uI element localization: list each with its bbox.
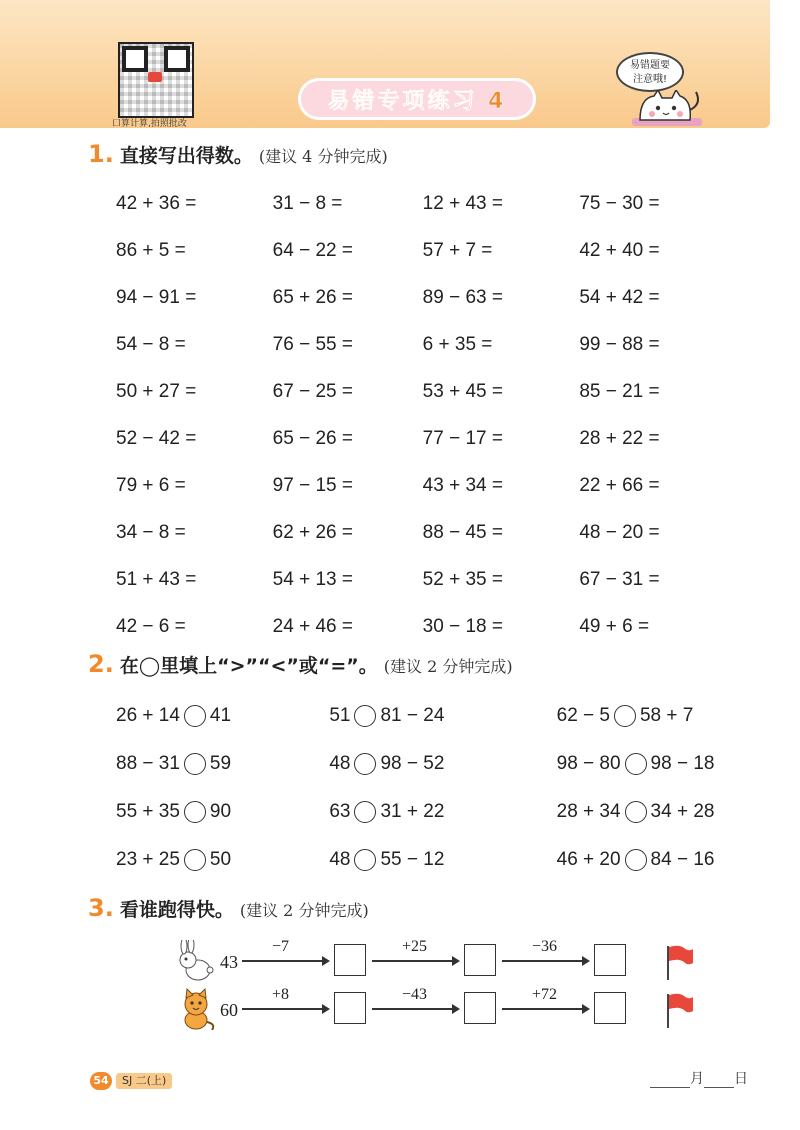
q1-row — [116, 227, 736, 274]
q2-left: 51 — [329, 705, 351, 726]
answer-circle[interactable] — [184, 753, 206, 775]
q1-expression[interactable]: 52 + 35 = — [422, 568, 503, 590]
q1-expression[interactable]: 65 + 26 = — [272, 286, 353, 308]
answer-circle[interactable] — [354, 801, 376, 823]
q2-left: 48 — [329, 849, 351, 870]
bubble-line-2: 注意哦! — [632, 74, 667, 85]
answer-circle[interactable] — [614, 705, 636, 727]
q1-expression[interactable]: 89 − 63 = — [422, 286, 503, 308]
q2-row — [116, 692, 756, 740]
q2-right: 59 — [209, 753, 232, 774]
cat-mascot-icon — [632, 90, 702, 126]
race-lane — [170, 986, 710, 1032]
q1-expression[interactable]: 49 + 6 = — [579, 615, 650, 637]
answer-circle[interactable] — [354, 705, 376, 727]
page-title: 易错专项练习 4 — [327, 88, 507, 114]
q1-grid — [116, 180, 736, 650]
q1-expression[interactable]: 34 − 8 = — [116, 521, 186, 543]
q1-expression[interactable]: 67 − 25 = — [272, 380, 353, 402]
q2-comparison — [557, 753, 756, 775]
q2-right: 55 − 12 — [380, 849, 445, 870]
q1-expression[interactable]: 88 − 45 = — [422, 521, 503, 543]
bubble-line-1: 易错题要 — [630, 60, 670, 71]
q2-comparison — [329, 705, 556, 727]
q2-left: 28 + 34 — [556, 801, 621, 822]
grade-label: SJ 二(上) — [116, 1073, 172, 1089]
arrow — [242, 986, 328, 1010]
q2-title: 在◯里填上“>”“<”或“=”。 — [119, 655, 378, 677]
q1-expression[interactable]: 79 + 6 = — [116, 474, 186, 496]
q2-comparison — [329, 849, 556, 871]
cat-icon — [176, 988, 216, 1030]
q2-heading — [88, 650, 513, 678]
q2-right: 98 − 18 — [650, 753, 715, 774]
q1-row — [116, 274, 736, 321]
answer-circle[interactable] — [354, 753, 376, 775]
q2-right: 81 − 24 — [380, 705, 445, 726]
answer-box[interactable] — [464, 944, 496, 976]
qr-code[interactable] — [118, 42, 194, 118]
q2-comparison — [116, 753, 329, 775]
operation-label: −7 — [272, 938, 290, 955]
answer-circle[interactable] — [625, 753, 647, 775]
operation-label: +72 — [532, 986, 558, 1003]
q2-right: 84 − 16 — [650, 849, 715, 870]
page-number: 54 — [90, 1072, 112, 1090]
q1-expression[interactable]: 54 + 42 = — [579, 286, 660, 308]
arrow — [242, 938, 328, 962]
q2-right: 31 + 22 — [380, 801, 445, 822]
q1-expression[interactable]: 85 − 21 = — [579, 380, 660, 402]
q2-comparison — [557, 849, 756, 871]
answer-box[interactable] — [594, 944, 626, 976]
q1-expression[interactable]: 94 − 91 = — [116, 286, 197, 308]
q1-row — [116, 603, 736, 650]
q1-expression[interactable]: 76 − 55 = — [272, 333, 353, 355]
q2-comparison — [116, 849, 329, 871]
q2-right: 41 — [209, 705, 232, 726]
q1-row — [116, 415, 736, 462]
answer-circle[interactable] — [184, 705, 206, 727]
q1-title: 直接写出得数。 — [119, 145, 253, 167]
q2-left: 23 + 25 — [116, 849, 180, 870]
q2-left: 98 − 80 — [556, 753, 621, 774]
q2-left: 26 + 14 — [116, 705, 180, 726]
q1-expression[interactable]: 42 + 36 = — [116, 192, 197, 214]
q2-left: 62 − 5 — [556, 705, 610, 726]
q2-comparison — [557, 801, 756, 823]
q1-note: (建议 4 分钟完成) — [258, 147, 388, 166]
q1-row — [116, 556, 736, 603]
start-number: 60 — [220, 1000, 238, 1020]
q2-row — [116, 740, 756, 788]
q1-expression[interactable]: 22 + 66 = — [579, 474, 660, 496]
q2-number: 2. — [88, 650, 114, 678]
q1-expression[interactable]: 50 + 27 = — [116, 380, 197, 402]
q1-heading — [88, 140, 388, 168]
race-diagram — [170, 938, 710, 1038]
finish-flag-icon — [664, 992, 694, 1028]
speech-bubble — [616, 52, 684, 92]
q3-note: (建议 2 分钟完成) — [239, 901, 369, 920]
q3-title: 看谁跑得快。 — [119, 899, 234, 921]
q2-comparison — [329, 753, 556, 775]
q1-expression[interactable]: 54 + 13 = — [272, 568, 353, 590]
q2-right: 90 — [209, 801, 232, 822]
q1-expression[interactable]: 53 + 45 = — [422, 380, 503, 402]
q1-expression[interactable]: 54 − 8 = — [116, 333, 186, 355]
answer-box[interactable] — [594, 992, 626, 1024]
arrow — [502, 986, 588, 1010]
race-lane — [170, 938, 710, 984]
q1-expression[interactable]: 12 + 43 = — [422, 192, 503, 214]
q1-row — [116, 180, 736, 227]
month-label: 月 — [690, 1071, 704, 1087]
q1-expression[interactable]: 97 − 15 = — [272, 474, 353, 496]
q1-expression[interactable]: 99 − 88 = — [579, 333, 660, 355]
day-label: 日 — [734, 1071, 748, 1087]
q1-expression[interactable]: 24 + 46 = — [272, 615, 353, 637]
q1-row — [116, 368, 736, 415]
q2-comparison — [557, 705, 756, 727]
finish-flag-icon — [664, 944, 694, 980]
q2-left: 46 + 20 — [556, 849, 621, 870]
answer-circle[interactable] — [184, 801, 206, 823]
q2-left: 88 − 31 — [116, 753, 180, 774]
q2-right: 34 + 28 — [650, 801, 715, 822]
q1-expression[interactable]: 62 + 26 = — [272, 521, 353, 543]
q2-comparison — [329, 801, 556, 823]
q1-expression[interactable]: 51 + 43 = — [116, 568, 197, 590]
answer-circle[interactable] — [625, 849, 647, 871]
q1-row — [116, 321, 736, 368]
answer-box[interactable] — [464, 992, 496, 1024]
q1-expression[interactable]: 52 − 42 = — [116, 427, 197, 449]
arrow — [502, 938, 588, 962]
qr-caption: 口算计算,拍照批改 — [112, 119, 187, 129]
answer-circle[interactable] — [354, 849, 376, 871]
q1-expression[interactable]: 65 − 26 = — [272, 427, 353, 449]
q1-expression[interactable]: 43 + 34 = — [422, 474, 503, 496]
q2-row — [116, 788, 756, 836]
q2-note: (建议 2 分钟完成) — [383, 657, 513, 676]
q1-expression[interactable]: 57 + 7 = — [422, 239, 493, 261]
q1-number: 1. — [88, 140, 114, 168]
operation-label: +25 — [402, 938, 428, 955]
q1-expression[interactable]: 86 + 5 = — [116, 239, 186, 261]
q2-comparison — [116, 801, 329, 823]
day-blank[interactable] — [704, 1073, 734, 1088]
q2-right: 98 − 52 — [380, 753, 445, 774]
answer-box[interactable] — [334, 944, 366, 976]
q2-left: 63 — [329, 801, 351, 822]
q1-expression[interactable]: 6 + 35 = — [422, 333, 493, 355]
answer-box[interactable] — [334, 992, 366, 1024]
q1-expression[interactable]: 75 − 30 = — [579, 192, 660, 214]
q1-expression[interactable]: 31 − 8 = — [272, 192, 343, 214]
title-pill — [298, 78, 536, 120]
answer-circle[interactable] — [184, 849, 206, 871]
date-fill — [650, 1068, 748, 1088]
month-blank[interactable] — [650, 1073, 690, 1088]
q1-row — [116, 509, 736, 556]
answer-circle[interactable] — [625, 801, 647, 823]
q1-expression[interactable]: 42 − 6 = — [116, 615, 186, 637]
q2-grid — [116, 692, 756, 884]
q2-right: 58 + 7 — [639, 705, 694, 726]
q3-heading — [88, 894, 369, 922]
q1-expression[interactable]: 64 − 22 = — [272, 239, 353, 261]
q1-expression[interactable]: 28 + 22 = — [579, 427, 660, 449]
q1-expression[interactable]: 77 − 17 = — [422, 427, 503, 449]
q3-number: 3. — [88, 894, 114, 922]
q2-left: 48 — [329, 753, 351, 774]
footer-badge — [90, 1072, 172, 1090]
q1-expression[interactable]: 48 − 20 = — [579, 521, 660, 543]
arrow — [372, 938, 458, 962]
operation-label: −36 — [532, 938, 558, 955]
q2-left: 55 + 35 — [116, 801, 180, 822]
arrow — [372, 986, 458, 1010]
q2-right: 50 — [209, 849, 232, 870]
start-number: 43 — [220, 952, 238, 972]
operation-label: −43 — [402, 986, 428, 1003]
q1-expression[interactable]: 30 − 18 = — [422, 615, 503, 637]
q1-row — [116, 462, 736, 509]
operation-label: +8 — [272, 986, 290, 1003]
q2-comparison — [116, 705, 329, 727]
rabbit-icon — [176, 940, 216, 982]
q2-row — [116, 836, 756, 884]
q1-expression[interactable]: 67 − 31 = — [579, 568, 660, 590]
q1-expression[interactable]: 42 + 40 = — [579, 239, 660, 261]
